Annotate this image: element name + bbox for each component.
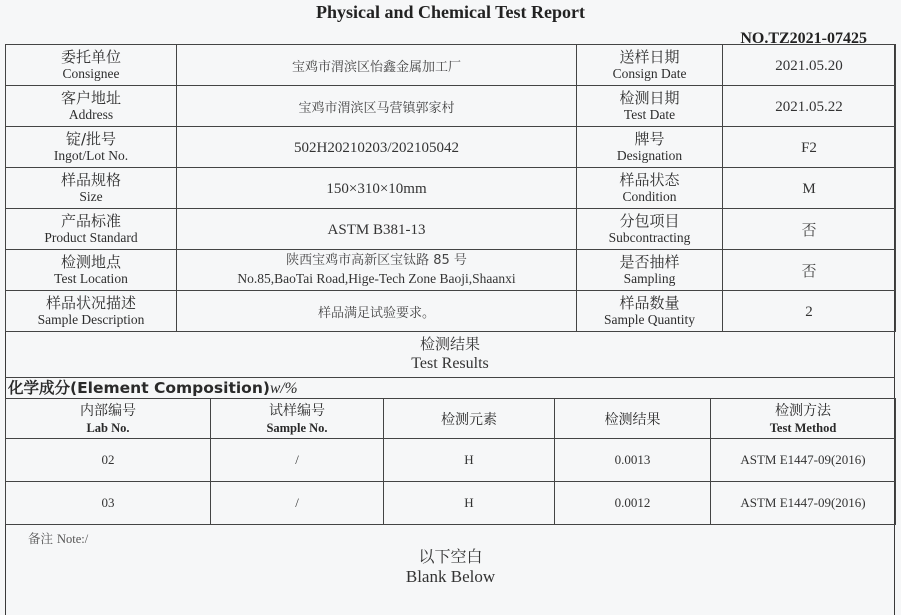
info-row-address xyxy=(6,86,896,127)
col-lab-no: 内部编号 Lab No. xyxy=(6,399,211,439)
cell-result: 0.0013 xyxy=(555,439,711,482)
results-header-row xyxy=(6,399,896,439)
value-test-date: 2021.05.22 xyxy=(723,86,896,127)
info-row-lot xyxy=(6,127,896,168)
col-result: 检测结果 xyxy=(555,399,711,439)
label-designation: 牌号 Designation xyxy=(577,127,723,168)
cell-method: ASTM E1447-09(2016) xyxy=(711,482,896,525)
value-description: 样品满足试验要求。 xyxy=(177,291,577,332)
label-location: 检测地点 Test Location xyxy=(6,250,177,291)
value-consignee: 宝鸡市渭滨区怡鑫金属加工厂 xyxy=(177,45,577,86)
value-consign-date: 2021.05.20 xyxy=(723,45,896,86)
label-test-date: 检测日期 Test Date xyxy=(577,86,723,127)
cell-method: ASTM E1447-09(2016) xyxy=(711,439,896,482)
info-row-consignee xyxy=(6,45,896,86)
cell-sample-no: / xyxy=(211,439,384,482)
value-sampling: 否 xyxy=(723,250,896,291)
label-consignee: 委托单位 Consignee xyxy=(6,45,177,86)
value-designation: F2 xyxy=(723,127,896,168)
value-address: 宝鸡市渭滨区马营镇郭家村 xyxy=(177,86,577,127)
value-standard: ASTM B381-13 xyxy=(177,209,577,250)
table-row xyxy=(6,439,896,482)
cell-element: H xyxy=(384,439,555,482)
label-subcontracting: 分包项目 Subcontracting xyxy=(577,209,723,250)
value-lot: 502H20210203/202105042 xyxy=(177,127,577,168)
col-method: 检测方法 Test Method xyxy=(711,399,896,439)
table-row xyxy=(6,482,896,525)
col-element: 检测元素 xyxy=(384,399,555,439)
cell-lab-no: 02 xyxy=(6,439,211,482)
col-sample-no: 试样编号 Sample No. xyxy=(211,399,384,439)
cell-element: H xyxy=(384,482,555,525)
blank-below: 以下空白 Blank Below xyxy=(405,547,496,586)
note: 备注 Note:/ xyxy=(28,531,89,546)
value-subcontracting: 否 xyxy=(723,209,896,250)
label-condition: 样品状态 Condition xyxy=(577,168,723,209)
value-size: 150×310×10mm xyxy=(177,168,577,209)
info-row-description xyxy=(6,291,896,332)
info-row-location xyxy=(6,250,896,291)
label-quantity: 样品数量 Sample Quantity xyxy=(577,291,723,332)
info-row-standard xyxy=(6,209,896,250)
label-address: 客户地址 Address xyxy=(6,86,177,127)
report-title: Physical and Chemical Test Report xyxy=(315,2,585,22)
value-location: 陕西宝鸡市高新区宝钛路 85 号 No.85,BaoTai Road,Hige-Tech Zone Baoji,Shaanxi xyxy=(177,250,577,291)
test-results-heading: 检测结果 Test Results xyxy=(5,333,895,378)
cell-sample-no: / xyxy=(211,482,384,525)
label-sampling: 是否抽样 Sampling xyxy=(577,250,723,291)
value-condition: M xyxy=(723,168,896,209)
label-standard: 产品标准 Product Standard xyxy=(6,209,177,250)
report-number: NO.TZ2021-07425 xyxy=(740,30,867,47)
info-row-size xyxy=(6,168,896,209)
composition-title: 化学成分(Element Composition)w/% xyxy=(8,379,298,397)
label-consign-date: 送样日期 Consign Date xyxy=(577,45,723,86)
label-lot: 锭/批号 Ingot/Lot No. xyxy=(6,127,177,168)
value-quantity: 2 xyxy=(723,291,896,332)
results-table xyxy=(5,398,896,525)
cell-result: 0.0012 xyxy=(555,482,711,525)
label-description: 样品状况描述 Sample Description xyxy=(6,291,177,332)
cell-lab-no: 03 xyxy=(6,482,211,525)
label-size: 样品规格 Size xyxy=(6,168,177,209)
info-table xyxy=(5,44,896,332)
